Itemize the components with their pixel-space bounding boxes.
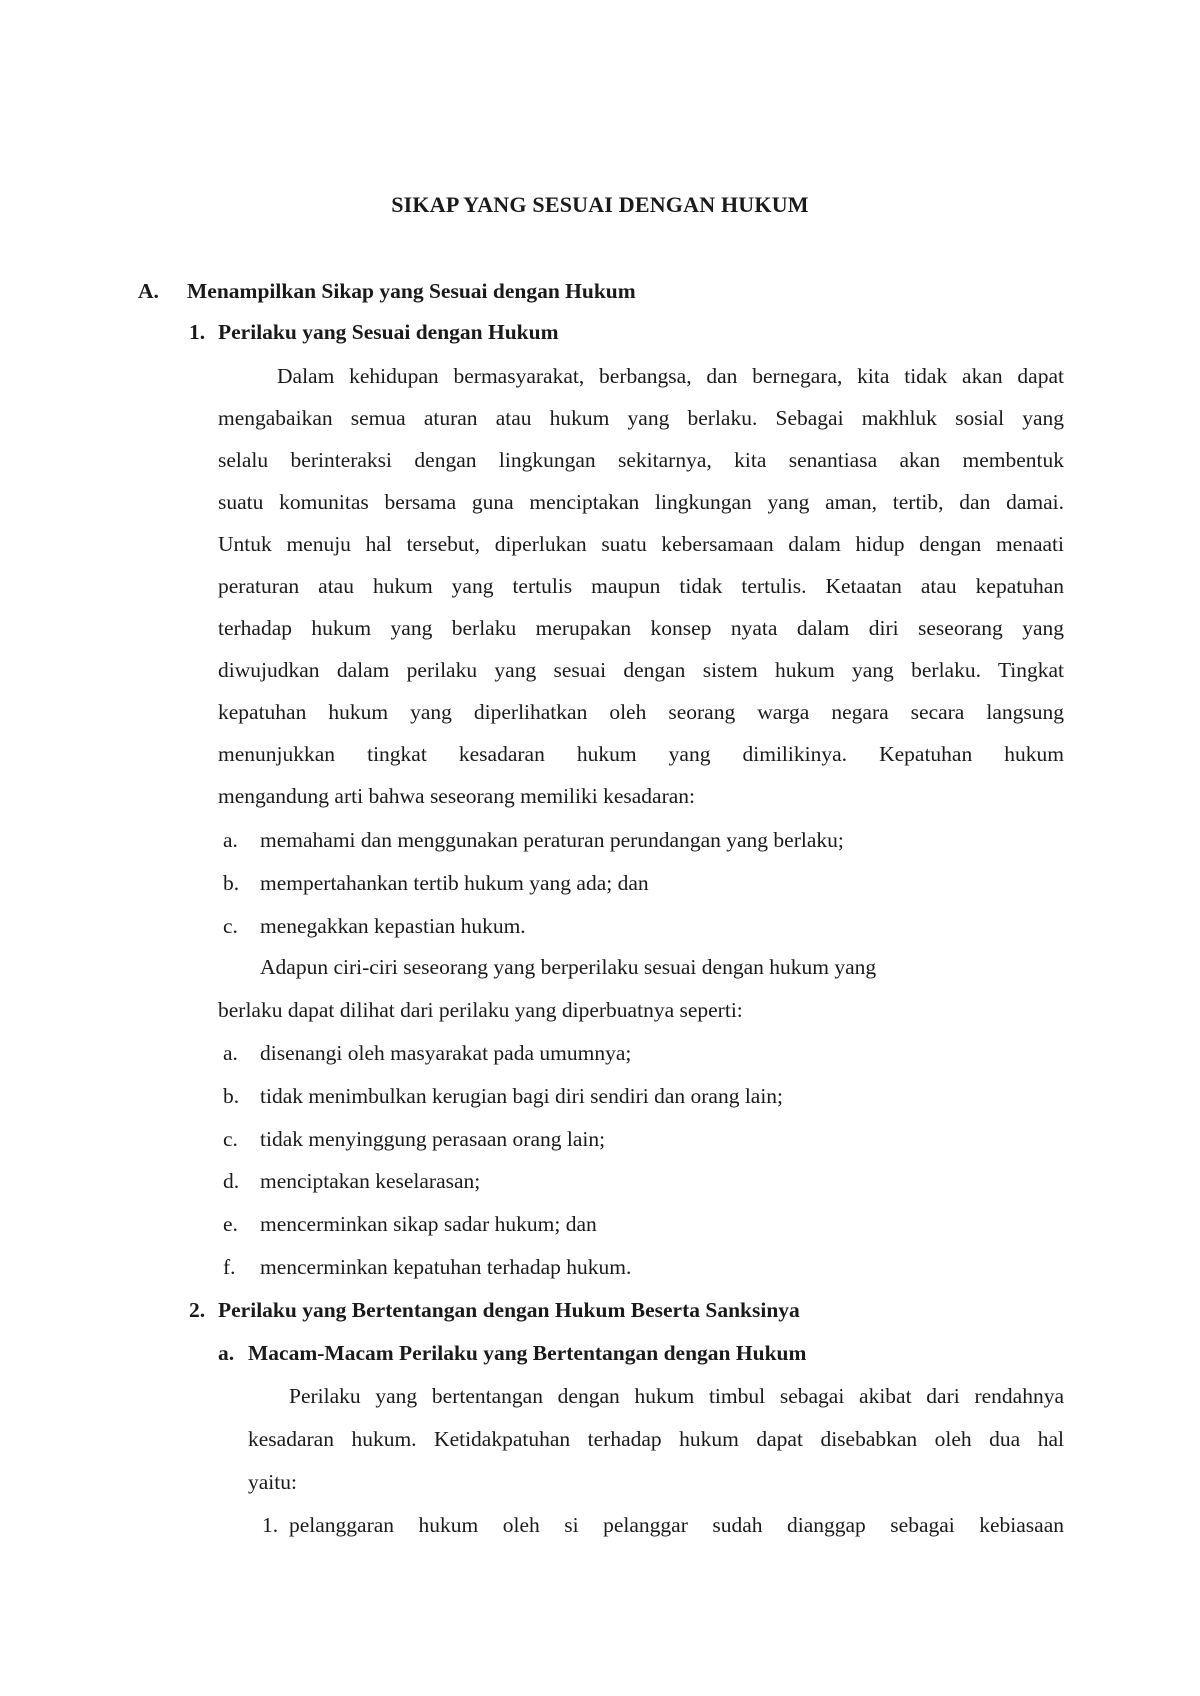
paragraph-line: berlaku dapat dilihat dari perilaku yang diperbuatnya seperti:: [218, 998, 743, 1022]
sub2-marker: 2.: [189, 1298, 206, 1322]
list-item-text: pelanggaran hukum oleh si pelanggar sudah dianggap sebagai kebiasaan: [289, 1513, 1064, 1537]
sub2a-marker: a.: [218, 1341, 235, 1365]
paragraph-line: Dalam kehidupan bermasyarakat, berbangsa, dan bernegara, kita tidak akan dapat: [277, 364, 1064, 388]
sub2a-heading: Macam-Macam Perilaku yang Bertentangan dengan Hukum: [248, 1341, 807, 1365]
list-item-marker: d.: [223, 1169, 240, 1193]
list-item-text: tidak menimbulkan kerugian bagi diri sendiri dan orang lain;: [260, 1084, 784, 1108]
paragraph-line: mengabaikan semua aturan atau hukum yang berlaku. Sebagai makhluk sosial yang: [218, 406, 1064, 430]
paragraph-line: yaitu:: [248, 1470, 297, 1494]
list-item-text: disenangi oleh masyarakat pada umumnya;: [260, 1041, 632, 1065]
paragraph-line: kesadaran hukum. Ketidakpatuhan terhadap hukum dapat disebabkan oleh dua hal: [248, 1427, 1064, 1451]
list-item-text: menegakkan kepastian hukum.: [260, 914, 526, 938]
list-item-marker: b.: [223, 871, 240, 895]
sub2-heading: Perilaku yang Bertentangan dengan Hukum Beserta Sanksinya: [218, 1298, 800, 1322]
list-item-marker: 1.: [262, 1513, 279, 1537]
paragraph-line: selalu berinteraksi dengan lingkungan sekitarnya, kita senantiasa akan membentuk: [218, 448, 1064, 472]
paragraph-line: peraturan atau hukum yang tertulis maupun tidak tertulis. Ketaatan atau kepatuhan: [218, 574, 1064, 598]
paragraph-line: suatu komunitas bersama guna menciptakan lingkungan yang aman, tertib, dan damai.: [218, 490, 1064, 514]
paragraph-line: mengandung arti bahwa seseorang memiliki kesadaran:: [218, 784, 696, 808]
section-a-heading: Menampilkan Sikap yang Sesuai dengan Hukum: [187, 279, 636, 303]
paragraph-line: diwujudkan dalam perilaku yang sesuai dengan sistem hukum yang berlaku. Tingkat: [218, 658, 1064, 682]
paragraph-line: menunjukkan tingkat kesadaran hukum yang dimilikinya. Kepatuhan hukum: [218, 742, 1064, 766]
list-item-marker: a.: [223, 828, 238, 852]
list-item-marker: b.: [223, 1084, 240, 1108]
paragraph-line: Untuk menuju hal tersebut, diperlukan suatu kebersamaan dalam hidup dengan menaati: [218, 532, 1064, 556]
list-item-marker: a.: [223, 1041, 238, 1065]
list-item-marker: c.: [223, 1127, 238, 1151]
list-item-marker: c.: [223, 914, 238, 938]
section-a-marker: A.: [138, 279, 159, 303]
list-item-text: menciptakan keselarasan;: [260, 1169, 481, 1193]
sub1-marker: 1.: [189, 320, 206, 344]
document-title: SIKAP YANG SESUAI DENGAN HUKUM: [391, 192, 809, 217]
sub1-heading: Perilaku yang Sesuai dengan Hukum: [218, 320, 559, 344]
paragraph-line: kepatuhan hukum yang diperlihatkan oleh seorang warga negara secara langsung: [218, 700, 1064, 724]
list-item-text: memahami dan menggunakan peraturan perundangan yang berlaku;: [260, 828, 844, 852]
paragraph-line: Perilaku yang bertentangan dengan hukum timbul sebagai akibat dari rendahnya: [289, 1384, 1064, 1408]
list-item-text: tidak menyinggung perasaan orang lain;: [260, 1127, 606, 1151]
list-item-text: mencerminkan sikap sadar hukum; dan: [260, 1212, 597, 1236]
paragraph-line: Adapun ciri-ciri seseorang yang berperilaku sesuai dengan hukum yang: [260, 955, 877, 979]
list-item-marker: f.: [223, 1255, 236, 1279]
list-item-text: mempertahankan tertib hukum yang ada; dan: [260, 871, 649, 895]
list-item-marker: e.: [223, 1212, 238, 1236]
list-item-text: mencerminkan kepatuhan terhadap hukum.: [260, 1255, 632, 1279]
paragraph-line: terhadap hukum yang berlaku merupakan konsep nyata dalam diri seseorang yang: [218, 616, 1064, 640]
